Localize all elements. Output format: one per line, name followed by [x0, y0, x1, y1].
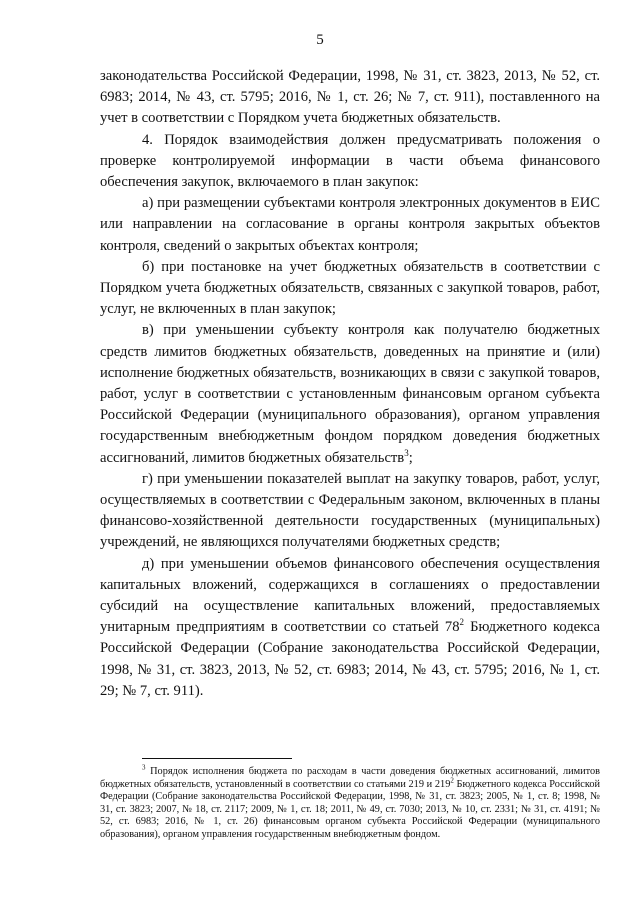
page-number: 5 — [316, 32, 324, 48]
article-superscript: 2 — [459, 617, 465, 628]
paragraph-item-4: 4. Порядок взаимодействия должен предусматривать положения о проверке контролируемой информации в части объема финансового обеспечения закупок, включаемого в план закупок: — [100, 131, 600, 191]
paragraph-subitem-g: г) при уменьшении показателей выплат на закупку товаров, работ, услуг, осуществляемых в соответствии с Федеральным законом, включенных в планы финансово-хозяйственной деятельности государственных (муниципальных) учреждений, не являющихся получателями бюджетных средств; — [100, 470, 600, 551]
paragraph-subitem-a: а) при размещении субъектами контроля электронных документов в ЕИС или направлении на согласование в органы контроля закрытых объектов контроля, сведений о закрытых объектах контроля; — [100, 195, 600, 254]
footnote-divider — [142, 758, 292, 759]
paragraph-subitem-v: в) при уменьшении субъекту контроля как получателю бюджетных средств лимитов бюджетных обязательств, доведенных на принятие и (или) исполнение бюджетных обязательств, возникающих в связи с закупкой товаров, работ, услуг в соответствии с установленным финансовым органом субъекта Российской Федерации (муниципального образования), органом управления государственным внебюджетным фондом порядком доведения бюджетных ассигнований, лимитов бюджетных обязательств$^3$; — [100, 322, 600, 466]
footnote — [100, 763, 600, 842]
paragraph-continuation: законодательства Российской Федерации, 1998, № 31, ст. 3823, 2013, № 52, ст. 6983; 2014, № 43, ст. 5795; 2016, № 1, ст. 26; № 7, ст. 911), поставленного на учет в соответствии с Порядком учета бюджетных обязательств. — [100, 68, 600, 127]
paragraph-subitem-b: б) при постановке на учет бюджетных обязательств в соответствии с Порядком учета бюджетных обязательств, связанных с закупкой товаров, работ, услуг, не включенных в план закупок; — [100, 258, 600, 318]
paragraph-subitem-d: д) при уменьшении объемов финансового обеспечения осуществления капитальных вложений, содержащихся в соглашениях о предоставлении субсидий на осуществление капитальных вложений, предоставляемых унитарным предприятиям в соответствии со статьей $78^2$ Бюджетного кодекса Российской Федерации (Собрание законодательства Российской Федерации, 1998, № 31, ст. 3823, 2013, № 52, ст. 6983; 2014, № 43, ст. 5795; 2016, № 1, ст. 29; № 7, ст. 911). — [100, 555, 600, 699]
footnote-reference[interactable]: 3 — [404, 447, 409, 458]
footnote-marker: 3 — [142, 763, 146, 772]
footnote-text: $^3$ Порядок исполнения бюджета по расходам в части доведения бюджетных ассигнований, лимитов бюджетных обязательств, установленный в соответствии со статьями 219 и $219^2$ Бюджетного кодекса Российской Федерации (Собрание законодательства Российской Федерации, 1998, № 31, ст. 3823; 2005, № 1, ст. 8; 1998, № 31, ст. 3823; 2007, № 18, ст. 2117; 2009, № 1, ст. 18; 2011, № 49, ст. 7030; 2013, № 10, ст. 2331; № 31, ст. 4191; № 52, ст. 6983; 2016, № 1, ст. 26) финансовым органом субъекта Российской Федерации (муниципального образования), органом управления государственным внебюджетным фондом. — [100, 763, 600, 840]
footnote-article-superscript: 2 — [450, 776, 454, 785]
body-text — [100, 66, 600, 702]
